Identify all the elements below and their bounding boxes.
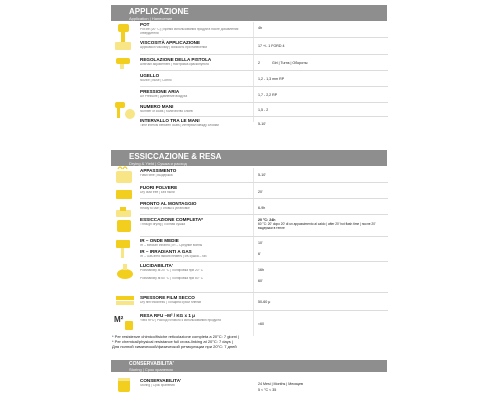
row-divider	[140, 261, 388, 262]
row-divider	[140, 292, 388, 293]
param-value: 17 +/- 1 FORD 4	[258, 44, 285, 48]
param-name: REGOLAZIONE DELLA PISTOLA	[140, 57, 212, 62]
full-cure-icon	[114, 218, 136, 236]
param-value: 1,7 - 2,2 RP	[258, 93, 278, 97]
row-viscosity	[140, 40, 388, 54]
param-value: 2	[258, 61, 260, 65]
param-name: PRONTO AL MONTAGGIO	[140, 201, 197, 206]
spray-gun-icon	[113, 22, 137, 52]
row-divider	[140, 116, 388, 117]
section-header-application	[111, 5, 387, 21]
param-desc: Ready to use | Готовы к установке	[140, 207, 190, 210]
row-divider	[140, 37, 388, 38]
param-value: 24 Mesi | Months | Месяцев	[258, 382, 303, 386]
section-header-storage	[111, 360, 387, 372]
film-thickness-icon	[114, 293, 136, 309]
row-gun-setting	[140, 57, 388, 69]
svg-text:M²: M²	[114, 315, 124, 324]
param-value: 1,5 - 2	[258, 108, 269, 112]
param-name: PRESSIONE ARIA	[140, 89, 180, 94]
param-name: IR – ONDE MEDIE	[140, 238, 179, 243]
section-subtitle: Storing | Срок хранения	[129, 367, 173, 372]
param-name: APPASSIMENTO	[140, 168, 177, 173]
param-desc: Pot life (20° C) | Время использования продукта после добавления отвердителя	[140, 28, 239, 35]
param-value: 6-9h	[258, 206, 266, 210]
param-name: LUCIDABILITA'	[140, 263, 173, 268]
row-coats	[140, 104, 388, 114]
param-desc: Airbrush adjustement | Настройка краскопульта	[140, 63, 209, 66]
param-value: 10'	[258, 241, 263, 245]
param-desc: Storing | Срок хранения	[140, 384, 175, 387]
param-value-secondary: 5 < °C < 35	[258, 388, 277, 392]
param-value-secondary: 60'	[258, 279, 263, 283]
section-title: APPLICAZIONE	[129, 7, 189, 16]
section-title: CONSERVABILITA'	[129, 361, 174, 367]
row-divider	[140, 198, 388, 199]
param-name: FUORI POLVERE	[140, 185, 178, 190]
row-coat-interval	[140, 118, 388, 132]
param-desc-secondary: Polishability at 60 °C | Полировка при 60° C	[140, 277, 204, 280]
footnote-line: * Per chemical/physical resistance full cross-linking at 20°C: 7 days |	[112, 339, 233, 344]
param-desc: IR – Medium infrared | IR – Средние волны	[140, 244, 203, 247]
param-name: UGELLO	[140, 73, 160, 78]
row-divider	[140, 214, 388, 215]
row-divider	[140, 54, 388, 55]
param-desc: Polishability at 20 °C | Полировка при 20° C	[140, 269, 204, 272]
spray-pattern-icon	[114, 100, 136, 124]
param-name: VISCOSITÀ APPLICAZIONE	[140, 40, 201, 45]
row-divider	[140, 236, 388, 237]
param-name: RESA RFU –M² / KG x 1 μ	[140, 313, 195, 318]
row-film-thickness	[140, 295, 388, 309]
param-desc: Through drying | Полная сушка	[140, 223, 186, 226]
dust-free-icon	[114, 187, 136, 201]
row-full-cure	[140, 217, 388, 235]
param-desc: IR – Gas-fired radiant heaters | ИК сушка – газ	[140, 255, 207, 258]
param-value: 5-10'	[258, 122, 266, 126]
row-divider	[140, 182, 388, 183]
param-value: 50-60 μ	[258, 300, 271, 304]
param-desc: Yield RFU | Расход готового к использованию продукта	[140, 319, 221, 322]
footnote-line: * Per resistenze chimico/fisiche reticolazione completa a 20°C: 7 giorni |	[112, 334, 240, 339]
row-ready-to-assemble	[140, 201, 388, 213]
param-value: 20'	[258, 190, 263, 194]
param-name: INTERVALLO TRA LE MANI	[140, 118, 200, 123]
row-divider	[140, 86, 388, 87]
param-desc: Air Pressure | Давление воздуха	[140, 95, 188, 98]
row-flash-time	[140, 168, 388, 180]
param-name: POT	[140, 22, 150, 27]
storage-can-icon	[114, 375, 136, 395]
param-value: 4h	[258, 26, 262, 30]
param-value: 6'	[258, 252, 261, 256]
polishing-icon	[114, 262, 136, 282]
row-dust-free	[140, 185, 388, 197]
param-value: 20 °C: 24h	[258, 218, 276, 222]
param-desc: Dry dust free | Без пыли	[140, 191, 175, 194]
row-ir-gas	[140, 249, 388, 259]
row-nozzle	[140, 73, 388, 85]
param-value: 1,2 - 1,3 mm RP	[258, 77, 285, 81]
row-polishability	[140, 263, 388, 291]
section-title: ESSICCAZIONE & RESA	[129, 152, 222, 161]
section-subtitle: Drying & Yield | Сушка и расход	[129, 161, 187, 166]
row-divider	[140, 70, 388, 71]
param-name: ESSICCAZIONE COMPLETA*	[140, 217, 203, 222]
section-subtitle: Application | Нанесение	[129, 16, 173, 21]
param-desc: Number of coats | Количество слоев	[140, 110, 193, 113]
paint-gun-icon	[114, 55, 136, 69]
row-yield	[140, 313, 388, 331]
footnote-line: Для полной химической/физической ретикуляции при 20°C: 7 дней	[112, 344, 237, 349]
row-ir-medium	[140, 238, 388, 248]
param-name: CONSERVABILITA'	[140, 378, 182, 383]
row-air-pressure	[140, 89, 388, 101]
param-name: NUMERO MANI	[140, 104, 174, 109]
row-storage	[140, 378, 388, 398]
param-value: ≈60	[258, 322, 264, 326]
row-divider	[140, 102, 388, 103]
row-pot	[140, 22, 388, 36]
flash-off-icon	[114, 165, 136, 185]
yield-icon	[113, 312, 137, 332]
param-name: IR – IRRADIANTI A GAS	[140, 249, 192, 254]
param-name: SPESSORE FILM SECCO	[140, 295, 195, 300]
param-unit: Giri | Turns | Обороты	[272, 61, 308, 65]
infrared-lamp-icon	[114, 238, 136, 262]
param-desc: Dry film thickness | Толщина сухой плёнки	[140, 301, 202, 304]
row-divider	[140, 310, 388, 311]
param-value: 5-10'	[258, 173, 266, 177]
param-desc: Flash time | Выдержка	[140, 174, 173, 177]
param-desc: Nozzle | Buse | Сопло	[140, 79, 172, 82]
param-value-detail: 60 °C: 20' dopo 20' di un appassimento al caldo | after 20' hot flash time | после 20' выдержки в тепле	[258, 222, 376, 230]
param-desc: Time interval between coats | Интервал между слоями	[140, 124, 219, 127]
param-desc: Application viscosity | Вязкость при нанесении	[140, 46, 208, 49]
param-value: 16h	[258, 268, 264, 272]
section-header-drying	[111, 150, 387, 166]
